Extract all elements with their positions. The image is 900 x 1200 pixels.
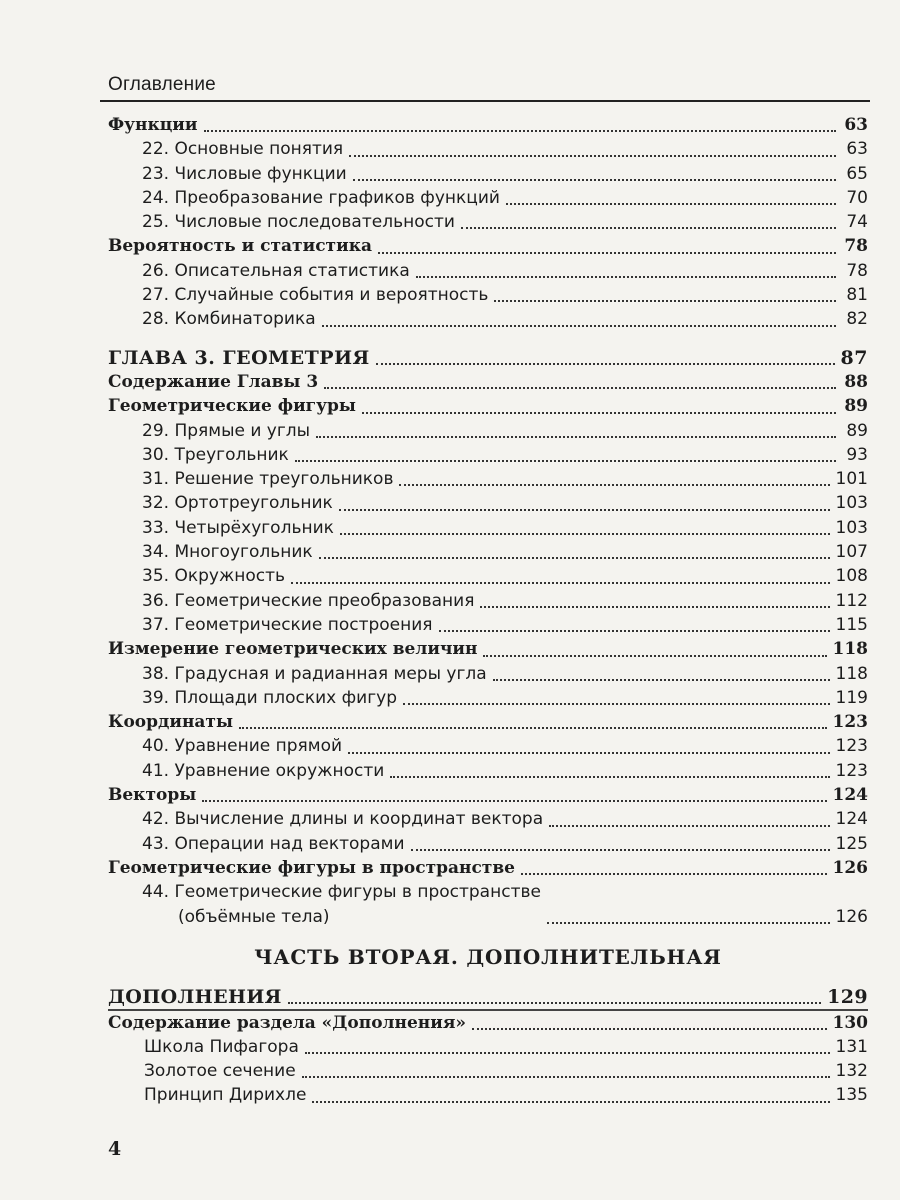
toc-entry-label-line2: (объёмные тела) <box>178 906 330 927</box>
toc-entry-label: 40. Уравнение прямой <box>142 736 343 757</box>
toc-entry[interactable] <box>108 234 868 258</box>
toc-entry-label: Школа Пифагора <box>144 1036 299 1057</box>
toc-leader-dots <box>302 1076 830 1078</box>
toc-page-number: 93 <box>846 444 868 465</box>
toc-entry[interactable] <box>108 856 868 880</box>
toc-leader-dots <box>439 630 830 632</box>
table-of-contents <box>108 113 868 1108</box>
toc-entry[interactable] <box>108 162 868 186</box>
toc-page-number: 118 <box>832 639 868 660</box>
toc-page-number: 78 <box>844 236 868 257</box>
toc-leader-dots <box>348 752 830 754</box>
toc-leader-dots <box>483 655 826 657</box>
toc-page-number: 118 <box>835 663 868 684</box>
toc-entry-label: 39. Площади плоских фигур <box>142 687 397 708</box>
toc-entry-label: 37. Геометрические построения <box>142 614 433 635</box>
toc-page-number: 89 <box>846 420 868 441</box>
toc-entry[interactable] <box>108 985 868 1009</box>
toc-page-number: 103 <box>835 493 868 514</box>
toc-entry[interactable] <box>108 419 868 443</box>
toc-page-number: 112 <box>835 590 868 611</box>
toc-leader-dots <box>416 276 836 278</box>
toc-leader-dots <box>204 130 836 132</box>
toc-leader-dots <box>506 203 836 205</box>
toc-leader-dots <box>549 825 829 827</box>
toc-page-number: 123 <box>835 736 868 757</box>
toc-entry[interactable] <box>108 467 868 491</box>
part-title: ЧАСТЬ ВТОРАЯ. ДОПОЛНИТЕЛЬНАЯ <box>254 944 722 969</box>
toc-leader-dots <box>305 1052 830 1054</box>
toc-leader-dots <box>349 155 836 157</box>
toc-entry[interactable] <box>108 710 868 734</box>
toc-block-geometry <box>108 346 868 881</box>
toc-page-number: 103 <box>835 517 868 538</box>
toc-leader-dots <box>291 582 830 584</box>
toc-page-number: 108 <box>835 566 868 587</box>
toc-leader-dots <box>494 300 836 302</box>
toc-page-number: 126 <box>832 857 868 878</box>
toc-entry[interactable] <box>108 832 868 856</box>
toc-page-number: 124 <box>835 809 868 830</box>
toc-entry-label: 22. Основные понятия <box>142 139 344 160</box>
toc-page-number: 70 <box>846 187 868 208</box>
toc-entry[interactable] <box>108 1059 868 1083</box>
toc-page-number: 87 <box>840 346 868 369</box>
toc-entry[interactable] <box>108 540 868 564</box>
toc-leader-dots <box>472 1028 826 1030</box>
toc-page-number: 126 <box>835 906 868 927</box>
toc-entry-label-line1: 44. Геометрические фигуры в пространстве <box>142 882 541 903</box>
toc-entry-label: 35. Окружность <box>142 566 286 587</box>
toc-leader-dots <box>324 387 836 389</box>
toc-entry[interactable] <box>108 880 868 929</box>
toc-leader-dots <box>239 727 826 729</box>
toc-page-number: 88 <box>844 371 868 392</box>
toc-leader-dots <box>493 679 830 681</box>
toc-leader-dots <box>547 922 830 924</box>
toc-entry-label: Координаты <box>108 712 234 733</box>
toc-leader-dots <box>312 1101 829 1103</box>
toc-leader-dots <box>339 509 830 511</box>
toc-entry-label: 34. Многоугольник <box>142 542 313 563</box>
toc-entry-label: 27. Случайные события и вероятность <box>142 285 489 306</box>
toc-leader-dots <box>399 484 829 486</box>
toc-entry[interactable] <box>108 516 868 540</box>
toc-page-number: 123 <box>832 712 868 733</box>
toc-entry-label: 26. Описательная статистика <box>142 260 410 281</box>
toc-entry[interactable] <box>108 394 868 418</box>
toc-entry-label <box>142 880 541 929</box>
toc-page-number: 130 <box>832 1012 868 1033</box>
toc-entry-label: 41. Уравнение окружности <box>142 760 385 781</box>
toc-entry[interactable] <box>108 1011 868 1035</box>
toc-leader-dots <box>322 325 836 327</box>
toc-page-number: 107 <box>835 542 868 563</box>
toc-entry-label: 25. Числовые последовательности <box>142 212 455 233</box>
toc-leader-dots <box>316 436 836 438</box>
toc-entry-label: Содержание Главы 3 <box>108 371 319 392</box>
toc-page-number: 101 <box>835 469 868 490</box>
toc-entry[interactable] <box>108 346 868 370</box>
toc-entry-label: 38. Градусная и радианная меры угла <box>142 663 487 684</box>
toc-entry-label: 42. Вычисление длины и координат вектора <box>142 809 544 830</box>
toc-entry[interactable] <box>108 307 868 331</box>
toc-page-number: 119 <box>835 687 868 708</box>
toc-entry[interactable] <box>108 759 868 783</box>
toc-entry-label: ГЛАВА 3. ГЕОМЕТРИЯ <box>108 346 370 369</box>
toc-entry[interactable] <box>108 137 868 161</box>
toc-entry[interactable] <box>108 210 868 234</box>
toc-page-number: 131 <box>835 1036 868 1057</box>
toc-entry[interactable] <box>108 370 868 394</box>
header-rule <box>100 100 870 102</box>
toc-leader-dots <box>376 363 835 365</box>
toc-entry-label: 24. Преобразование графиков функций <box>142 187 500 208</box>
toc-entry-label: 28. Комбинаторика <box>142 309 316 330</box>
toc-block-functions <box>108 113 868 332</box>
toc-entry-label: Вероятность и статистика <box>108 236 372 257</box>
running-header: Оглавление <box>108 74 216 95</box>
toc-entry[interactable] <box>108 259 868 283</box>
toc-leader-dots <box>480 606 829 608</box>
toc-page-number: 89 <box>844 396 868 417</box>
toc-page-number: 65 <box>846 163 868 184</box>
toc-entry-label: Содержание раздела «Дополнения» <box>108 1012 467 1033</box>
toc-leader-dots <box>353 179 836 181</box>
toc-leader-dots <box>202 800 826 802</box>
toc-entry[interactable] <box>108 807 868 831</box>
toc-entry[interactable] <box>108 491 868 515</box>
toc-entry[interactable] <box>108 783 868 807</box>
toc-entry[interactable] <box>108 113 868 137</box>
toc-leader-dots <box>461 227 836 229</box>
toc-entry[interactable] <box>108 283 868 307</box>
toc-page-number: 123 <box>835 760 868 781</box>
toc-page-number: 124 <box>832 785 868 806</box>
toc-entry[interactable] <box>108 686 868 710</box>
toc-entry-label: 32. Ортотреугольник <box>142 493 333 514</box>
toc-leader-dots <box>390 776 829 778</box>
page-number: 4 <box>108 1138 122 1160</box>
toc-page-number: 78 <box>846 260 868 281</box>
toc-page-number: 81 <box>846 285 868 306</box>
toc-entry-label: Геометрические фигуры в пространстве <box>108 857 515 878</box>
toc-entry-label: Геометрические фигуры <box>108 396 356 417</box>
toc-entry[interactable] <box>108 734 868 758</box>
toc-page-number: 74 <box>846 212 868 233</box>
toc-entry-label: 43. Операции над векторами <box>142 833 405 854</box>
toc-page-number: 63 <box>844 115 868 135</box>
toc-entry-label: 31. Решение треугольников <box>142 469 394 490</box>
toc-entry-label: Векторы <box>108 785 197 806</box>
toc-entry[interactable] <box>108 443 868 467</box>
toc-page-number: 132 <box>835 1061 868 1082</box>
toc-entry[interactable] <box>108 186 868 210</box>
toc-page-number: 115 <box>835 614 868 635</box>
toc-page-number: 129 <box>827 985 868 1008</box>
toc-entry-label: ДОПОЛНЕНИЯ <box>108 985 282 1008</box>
toc-leader-dots <box>403 703 830 705</box>
toc-page-number: 135 <box>835 1085 868 1106</box>
toc-entry-label: 33. Четырёхугольник <box>142 517 334 538</box>
toc-leader-dots <box>378 252 836 254</box>
toc-entry[interactable] <box>108 613 868 637</box>
toc-entry-label: Измерение геометрических величин <box>108 639 478 660</box>
toc-page-number: 125 <box>835 833 868 854</box>
toc-leader-dots <box>319 557 830 559</box>
toc-leader-dots <box>295 460 836 462</box>
toc-entry[interactable] <box>108 1083 868 1107</box>
toc-page-number: 63 <box>846 139 868 160</box>
toc-entry-label: Золотое сечение <box>144 1061 296 1082</box>
toc-leader-dots <box>288 1002 821 1004</box>
toc-entry-label: Принцип Дирихле <box>144 1085 307 1106</box>
toc-entry[interactable] <box>108 637 868 661</box>
toc-entry-label: Функции <box>108 115 198 135</box>
toc-leader-dots <box>521 873 827 875</box>
toc-entry[interactable] <box>108 564 868 588</box>
toc-leader-dots <box>411 849 830 851</box>
toc-page-number: 82 <box>846 309 868 330</box>
toc-entry[interactable] <box>108 589 868 613</box>
toc-entry[interactable] <box>108 1035 868 1059</box>
spacer <box>108 332 868 346</box>
toc-entry-label: 29. Прямые и углы <box>142 420 311 441</box>
toc-entry-label: 23. Числовые функции <box>142 163 347 184</box>
toc-entry[interactable] <box>108 662 868 686</box>
toc-leader-dots <box>340 533 830 535</box>
toc-entry-label: 30. Треугольник <box>142 444 289 465</box>
toc-entry-label: 36. Геометрические преобразования <box>142 590 475 611</box>
toc-block-supplements <box>108 985 868 1108</box>
toc-leader-dots <box>362 412 836 414</box>
